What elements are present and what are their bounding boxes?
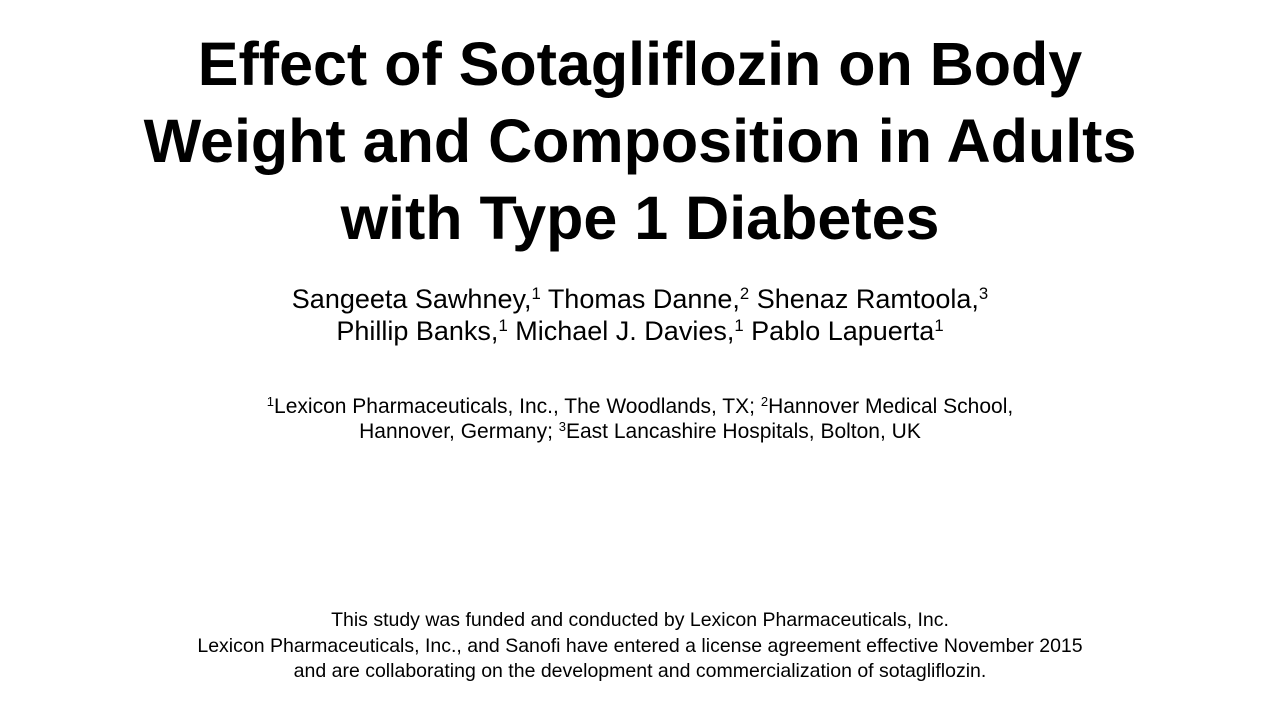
author-name: Sangeeta Sawhney, (291, 284, 532, 314)
title-line-2: Weight and Composition in Adults (143, 107, 1137, 175)
page-title (0, 26, 1280, 257)
author-name: Phillip Banks, (336, 316, 499, 346)
affiliation-mark: 1 (266, 393, 275, 409)
author-affiliation-mark: 1 (531, 283, 541, 303)
funding-line-2: Lexicon Pharmaceuticals, Inc., and Sanofi have entered a license agreement effective November 2015 (197, 634, 1083, 657)
title-line-3: with Type 1 Diabetes (340, 184, 940, 252)
affiliation-mark: 2 (760, 393, 769, 409)
affiliation-text: Hannover Medical School, (768, 395, 1014, 418)
title-line-1: Effect of Sotagliflozin on Body (197, 30, 1083, 98)
author-affiliation-mark: 1 (734, 315, 744, 335)
affiliation-line-2 (0, 419, 1280, 444)
funding-line-1: This study was funded and conducted by Lexicon Pharmaceuticals, Inc. (331, 609, 949, 631)
author-affiliation-mark: 1 (934, 315, 944, 335)
author-name: Pablo Lapuerta (751, 316, 935, 346)
author-affiliation-mark: 2 (739, 283, 750, 303)
affiliation-list (0, 394, 1280, 444)
author-line-1 (0, 283, 1280, 315)
author-list (0, 283, 1280, 347)
author-line-2 (0, 315, 1280, 347)
author-name: Michael J. Davies, (515, 316, 735, 346)
affiliation-text: East Lancashire Hospitals, Bolton, UK (565, 420, 921, 443)
affiliation-text: Hannover, Germany; (359, 420, 559, 443)
funding-line-3: and are collaborating on the development and commercialization of sotagliflozin. (293, 660, 987, 682)
funding-statement (0, 608, 1280, 685)
affiliation-text: Lexicon Pharmaceuticals, Inc., The Woodlands, TX; (274, 395, 761, 418)
author-affiliation-mark: 1 (498, 315, 508, 335)
affiliation-mark: 3 (558, 418, 566, 434)
author-name: Thomas Danne, (547, 284, 740, 314)
affiliation-line-1 (0, 394, 1280, 419)
author-name: Shenaz Ramtoola, (756, 284, 979, 314)
author-affiliation-mark: 3 (978, 283, 989, 303)
